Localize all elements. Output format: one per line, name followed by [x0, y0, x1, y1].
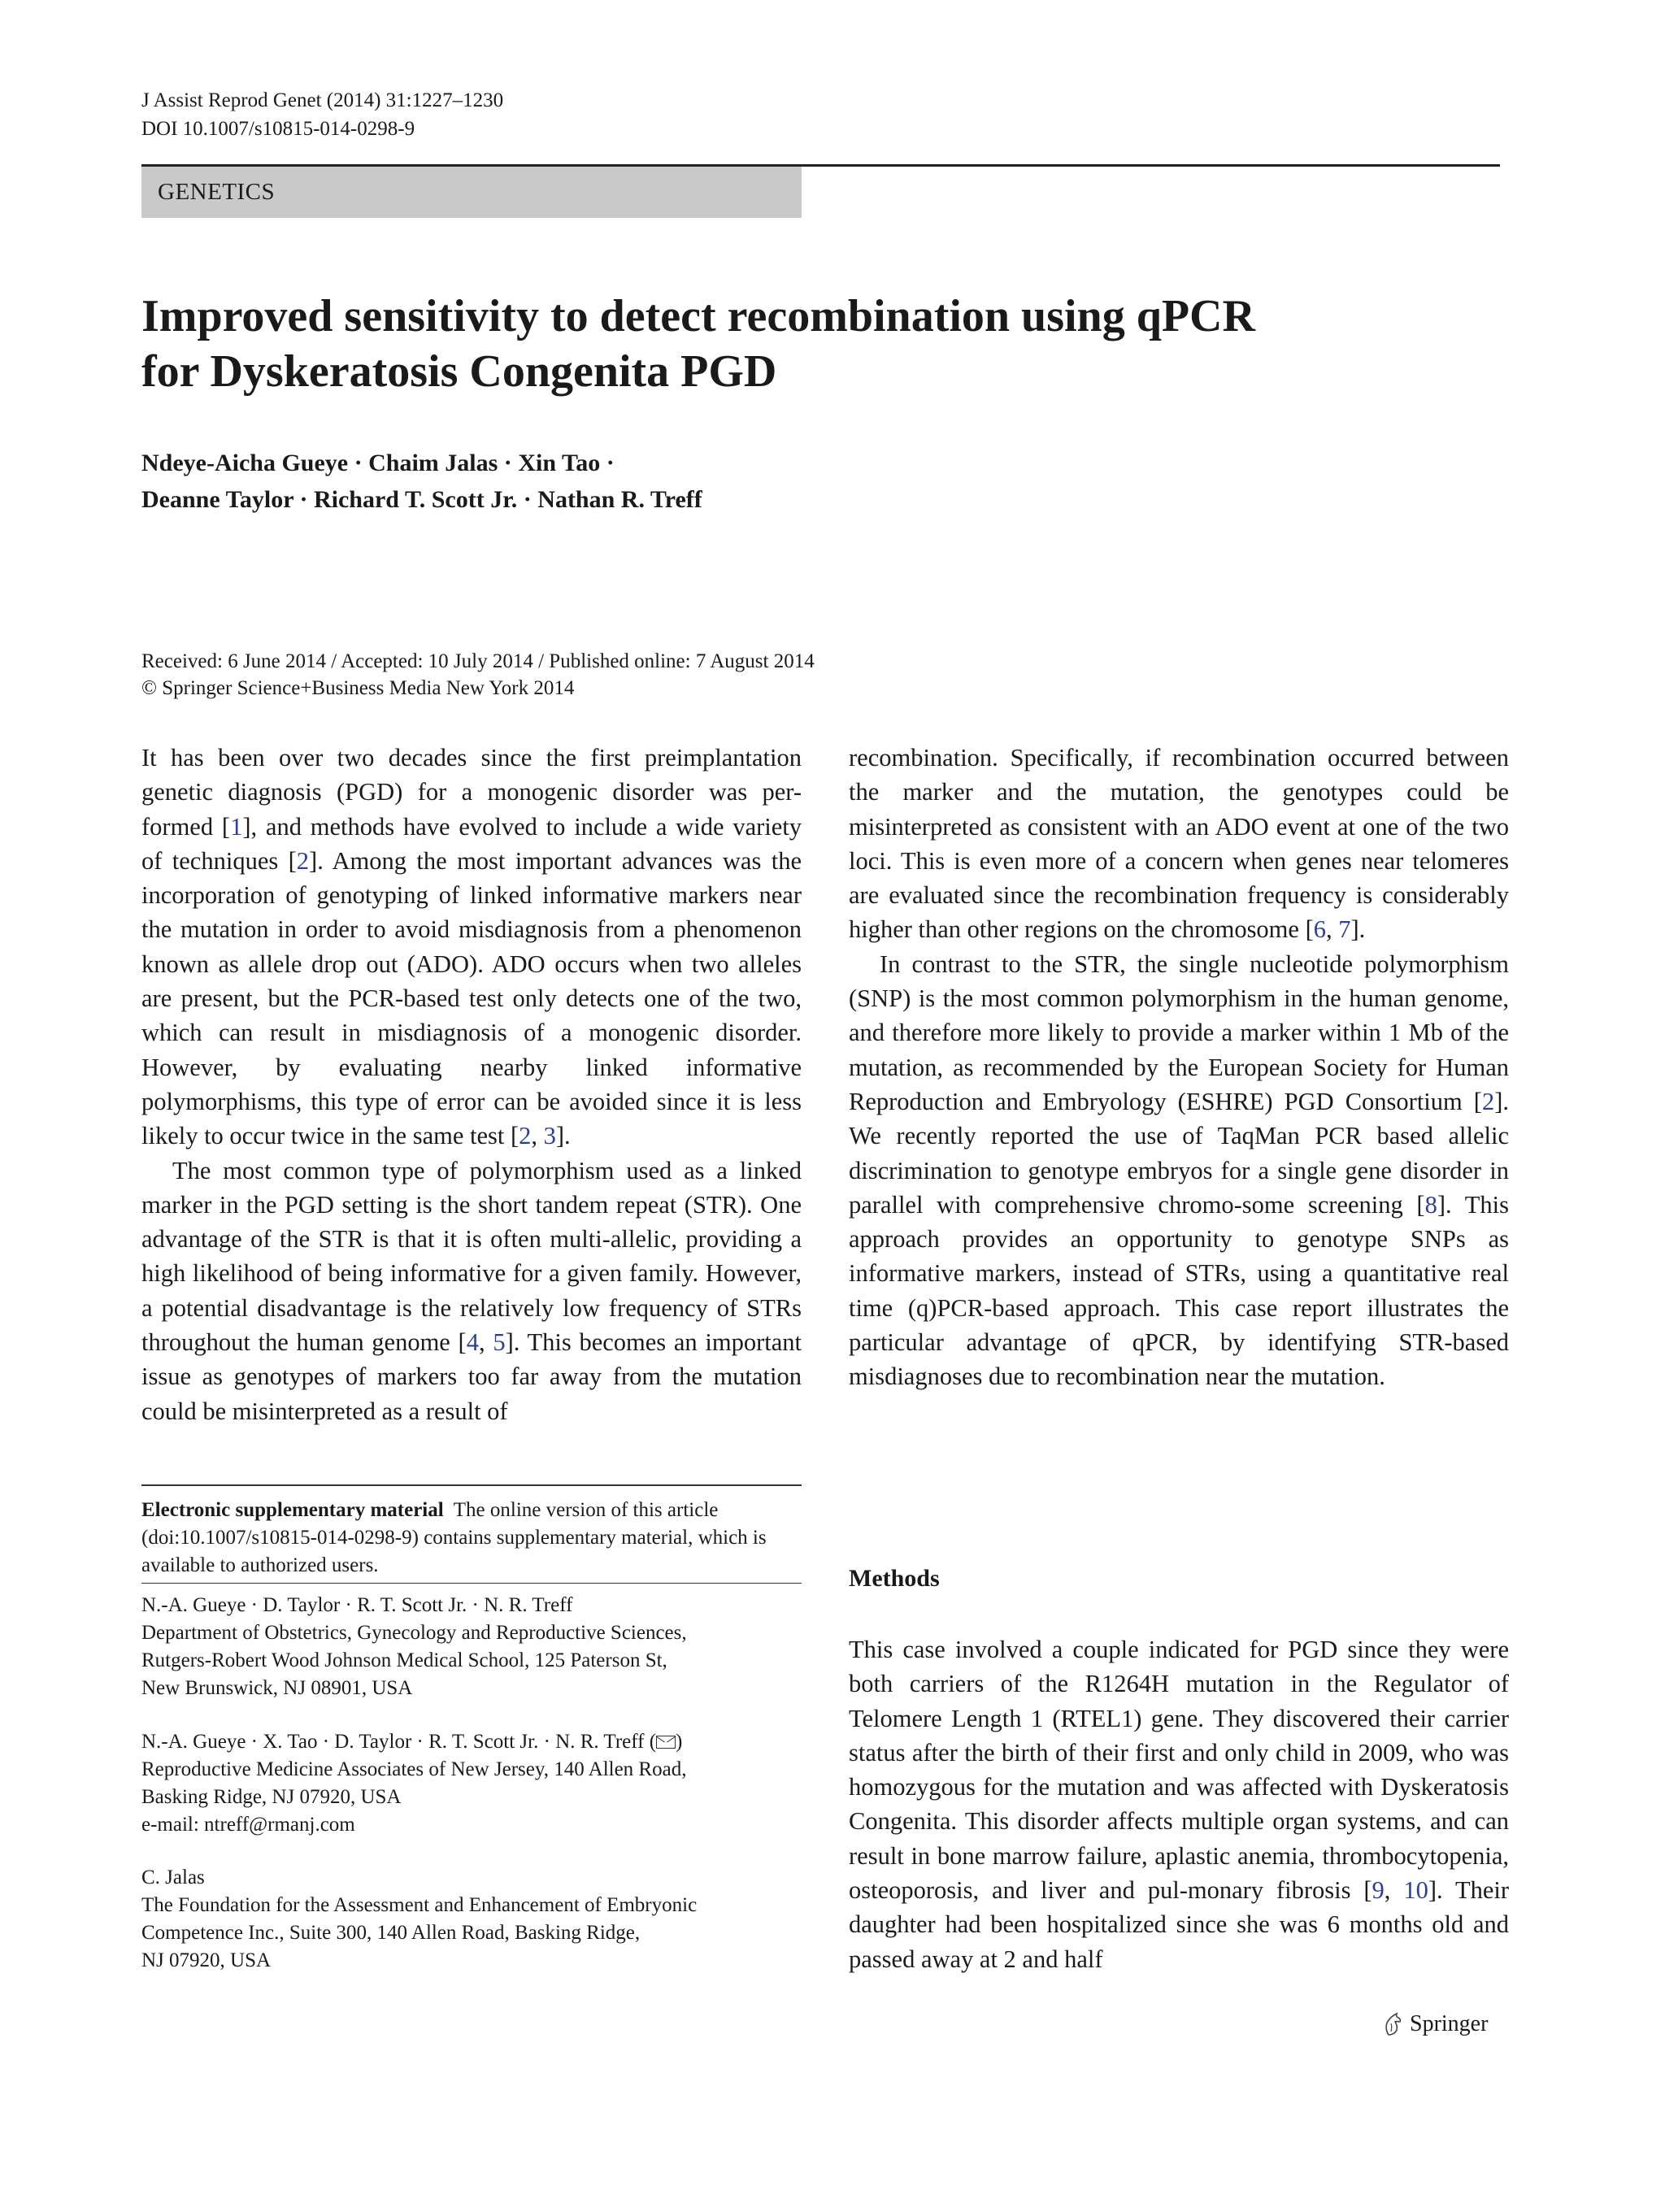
body-column-left	[141, 741, 802, 1428]
text-span: ]. Their daughter had been hospitalized since she was 6 months old and passed away at 2 and half	[849, 1876, 1510, 1973]
affiliation-3	[141, 1864, 802, 1975]
affiliation-line: New Brunswick, NJ 08901, USA	[141, 1677, 413, 1699]
section-label: GENETICS	[141, 167, 802, 218]
citation-link[interactable]: 4	[466, 1328, 479, 1357]
affiliation-line: Department of Obstetrics, Gynecology and Reproductive Sciences,	[141, 1622, 687, 1644]
body-column-right	[849, 741, 1509, 1394]
authors-line-2: Deanne Taylor · Richard T. Scott Jr. · Nathan R. Treff	[141, 486, 702, 513]
citation-link[interactable]: 6	[1313, 915, 1326, 944]
title-line-2: for Dyskeratosis Congenita PGD	[141, 346, 777, 397]
title-line-1: Improved sensitivity to detect recombination using qPCR	[141, 291, 1255, 341]
affiliation-line: Rutgers-Robert Wood Johnson Medical School, 125 Paterson St,	[141, 1649, 667, 1671]
citation-link[interactable]: 2	[296, 846, 310, 875]
envelope-icon	[656, 1736, 676, 1749]
authors-line-1: Ndeye-Aicha Gueye · Chaim Jalas · Xin Tao ·	[141, 450, 615, 476]
citation-link[interactable]: 1	[230, 812, 243, 841]
paragraph-recombination	[849, 741, 1509, 947]
text-span: ].	[555, 1122, 571, 1150]
text-span: ].	[1350, 915, 1366, 944]
affiliation-2: N.-A. Gueye · X. Tao · D. Taylor · R. T. Scott Jr. · N. R. Treff ( ) Reproductive Medicine Associates of New Jersey, 140 Allen Road, Basking Ridge, NJ 07920, USA e-mail: ntreff@rmanj.com	[141, 1728, 802, 1839]
text-span: ]. This approach provides an opportunity to genotype SNPs as informative markers, instead of STRs, using a quantitative real time (q)PCR-based approach. This case report illustrates the particular advantage of qPCR, by identifying STR-based misdiagnoses due to recombination near the mutation.	[849, 1190, 1509, 1391]
citation-link[interactable]: 8	[1424, 1190, 1437, 1219]
publisher-name: Springer	[1410, 2011, 1489, 2036]
springer-horse-icon	[1382, 2012, 1403, 2036]
affiliation-line: Basking Ridge, NJ 07920, USA	[141, 1786, 402, 1808]
affiliation-names: N.-A. Gueye · X. Tao · D. Taylor · R. T. Scott Jr. · N. R. Treff (	[141, 1731, 657, 1753]
esm-text: The online version of this article (doi:10.1007/s10815-014-0298-9) contains supplementary material, which is available to authorized users.	[141, 1499, 767, 1576]
affiliation-names: C. Jalas	[141, 1867, 205, 1888]
citation-link[interactable]: 3	[543, 1122, 556, 1150]
article-title	[141, 289, 1524, 399]
email-link[interactable]: e-mail: ntreff@rmanj.com	[141, 1814, 355, 1836]
affiliation-line: NJ 07920, USA	[141, 1949, 272, 1971]
methods-heading: Methods	[849, 1565, 940, 1592]
esm-note	[141, 1497, 802, 1580]
text-span: This case involved a couple indicated for PGD since they were both carriers of the R1264H mutation in the Regulator of Telomere Length 1 (RTEL1) gene. They discovered their carrier status after the birth of their first and only child in 2009, who was homozygous for the mutation and was affected with Dyskeratosis Congenita. This disorder affects multiple organ systems, and can result in bone marrow failure, aplastic anemia, thrombocytopenia, osteoporosis, and liver and pul-monary fibrosis [	[849, 1636, 1509, 1905]
affiliation-names: N.-A. Gueye · D. Taylor · R. T. Scott Jr. · N. R. Treff	[141, 1594, 573, 1616]
text-span: recombination. Specifically, if recombination occurred between the marker and the mutation, the genotypes could be misinterpreted as consistent with an ADO event at one of the two loci. This is even more of a concern when genes near telomeres are evaluated since the recombination frequency is considerably higher than other regions on the chromosome [	[849, 744, 1509, 944]
publication-history	[141, 648, 815, 702]
footnote-rule-bottom	[141, 1583, 802, 1584]
citation-link[interactable]: 2	[519, 1122, 532, 1150]
paragraph-str	[141, 1154, 802, 1428]
affiliation-line: The Foundation for the Assessment and Enhancement of Embryonic	[141, 1894, 698, 1916]
text-span: ,	[1325, 915, 1339, 944]
text-span: ], and methods have evolved to include a wide variety of techniques [	[141, 812, 802, 875]
paragraph-methods	[849, 1632, 1509, 1976]
text-span: ]. We recently reported the use of TaqMan PCR based allelic discrimination to genotype embryos for a single gene disorder in parallel with comprehensive chromo-some screening [	[849, 1087, 1509, 1219]
affiliation-line: Competence Inc., Suite 300, 140 Allen Road, Basking Ridge,	[141, 1922, 641, 1944]
text-span: ,	[1384, 1876, 1404, 1905]
text-span: It has been over two decades since the first preimplantation genetic diagnosis (PGD) for a monogenic disorder was per-formed [	[141, 744, 802, 841]
paragraph-intro	[141, 741, 802, 1154]
journal-citation: J Assist Reprod Genet (2014) 31:1227–1230	[141, 89, 504, 111]
citation-link[interactable]: 2	[1481, 1087, 1495, 1115]
text-span: ,	[531, 1122, 544, 1150]
citation-link[interactable]: 9	[1372, 1876, 1385, 1905]
citation-link[interactable]: 5	[493, 1328, 506, 1357]
author-list	[141, 445, 1361, 518]
text-span: ,	[478, 1328, 493, 1357]
article-doi: DOI 10.1007/s10815-014-0298-9	[141, 118, 415, 140]
springer-logo	[1382, 2011, 1488, 2037]
copyright-line: © Springer Science+Business Media New York 2014	[141, 677, 575, 699]
text-span: ]. Among the most important advances was the incorporation of genotyping of linked informative markers near the mutation in order to avoid misdiagnosis from a phenomenon known as allele drop out (ADO). ADO occurs when two alleles are present, but the PCR-based test only detects one of the two, which can result in misdiagnosis of a monogenic disorder. However, by evaluating nearby linked informative polymorphisms, this type of error can be avoided since it is less likely to occur twice in the same test [	[141, 846, 802, 1150]
citation-link[interactable]: 7	[1338, 915, 1351, 944]
affiliation-1	[141, 1592, 802, 1702]
esm-label: Electronic supplementary material	[141, 1499, 444, 1521]
text-span: The most common type of polymorphism used as a linked marker in the PGD setting is the short tandem repeat (STR). One advantage of the STR is that it is often multi-allelic, providing a high likelihood of being informative for a given family. However, a potential disadvantage is the relatively low frequency of STRs throughout the human genome [	[141, 1156, 802, 1357]
dates-line: Received: 6 June 2014 / Accepted: 10 July 2014 / Published online: 7 August 2014	[141, 650, 815, 672]
body-column-right-methods	[849, 1632, 1509, 1976]
citation-link[interactable]: 10	[1403, 1876, 1428, 1905]
paragraph-snp	[849, 947, 1509, 1394]
text-span: In contrast to the STR, the single nucleotide polymorphism (SNP) is the most common polymorphism in the human genome, and therefore more likely to provide a marker within 1 Mb of the mutation, as recommended by the European Society for Human Reproduction and Embryology (ESHRE) PGD Consortium [	[849, 950, 1509, 1115]
footnote-rule-top	[141, 1484, 802, 1486]
text-span: ]. This becomes an important issue as genotypes of markers too far away from the mutation could be misinterpreted as a result of	[141, 1328, 802, 1425]
affiliation-line: Reproductive Medicine Associates of New Jersey, 140 Allen Road,	[141, 1758, 687, 1780]
